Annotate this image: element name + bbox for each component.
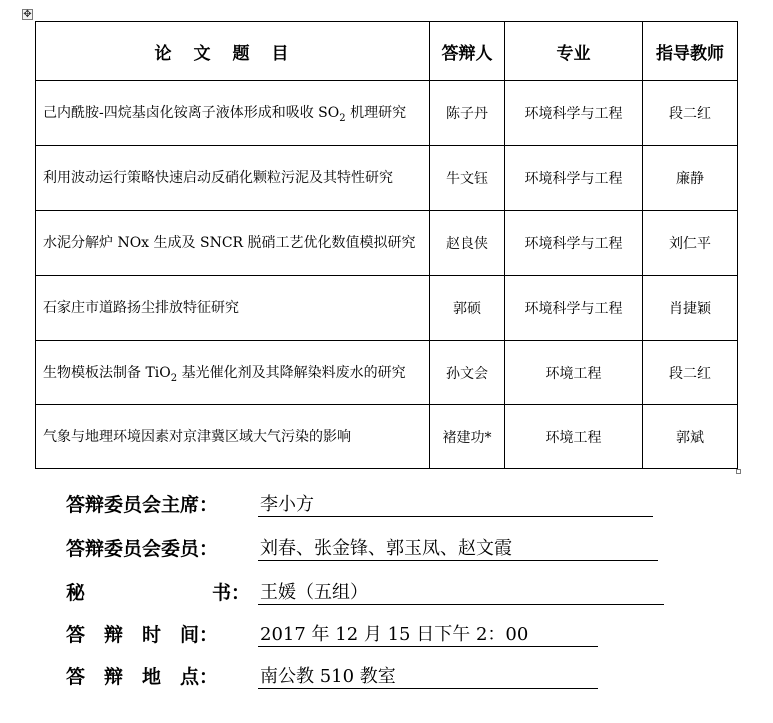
advisor-cell: 廉静: [643, 146, 738, 211]
thesis-title-text: 石家庄市道路扬尘排放特征研究: [43, 300, 239, 317]
thesis-title-cell: [36, 405, 430, 469]
table-row: [36, 81, 738, 146]
advisor-cell: 段二红: [643, 341, 738, 405]
table-row: [36, 276, 738, 341]
committee-members-label: 答辩委员会委员：: [66, 538, 219, 560]
thesis-title-cell: [36, 211, 430, 276]
defender-cell: 孙文会: [430, 341, 505, 405]
major-cell: 环境科学与工程: [505, 146, 643, 211]
advisor-cell: 刘仁平: [643, 211, 738, 276]
thesis-title-cell: [36, 341, 430, 405]
defender-cell: 郭硕: [430, 276, 505, 341]
defender-cell: 陈子丹: [430, 81, 505, 146]
defense-time-label: 答 辩 时 间：: [66, 624, 219, 646]
thesis-title-text: 生物模板法制备 TiO: [43, 364, 171, 381]
thesis-title-cell: [36, 276, 430, 341]
defender-cell: 褚建功*: [430, 405, 505, 469]
thesis-title-text: 气象与地理环境因素对京津冀区域大气污染的影响: [43, 428, 351, 445]
table-header-row: [36, 22, 738, 81]
header-defender: 答辩人: [430, 22, 505, 81]
major-cell: 环境科学与工程: [505, 211, 643, 276]
table-row: [36, 146, 738, 211]
thesis-defense-table: [35, 21, 738, 469]
major-cell: 环境工程: [505, 341, 643, 405]
committee-chair-value: 李小方: [258, 490, 653, 517]
advisor-cell: 郭斌: [643, 405, 738, 469]
table-resize-icon[interactable]: [736, 469, 741, 474]
defender-cell: 牛文钰: [430, 146, 505, 211]
major-cell: 环境科学与工程: [505, 81, 643, 146]
committee-members-line: [66, 534, 512, 561]
secretary-line: [66, 578, 368, 605]
header-thesis-title: [36, 22, 430, 81]
thesis-title-cell: [36, 81, 430, 146]
thesis-title-text-end: 基光催化剂及其降解染料废水的研究: [177, 364, 406, 381]
header-advisor: 指导教师: [643, 22, 738, 81]
thesis-title-text: 己内酰胺-四烷基卤化铵离子液体形成和吸收 SO: [43, 105, 340, 122]
major-cell: 环境科学与工程: [505, 276, 643, 341]
defense-place-label: 答 辩 地 点：: [66, 666, 219, 688]
advisor-cell: 段二红: [643, 81, 738, 146]
thesis-title-subscript: 2: [170, 372, 178, 384]
defense-time-line: [66, 620, 529, 647]
committee-chair-line: [66, 490, 314, 517]
header-thesis-title-text: 论文题目: [154, 43, 311, 64]
secretary-label-end: 书：: [212, 582, 251, 604]
thesis-title-text: 利用波动运行策略快速启动反硝化颗粒污泥及其特性研究: [43, 170, 393, 187]
thesis-title-text-end: 机理研究: [345, 105, 407, 122]
committee-chair-label: 答辩委员会主席：: [66, 494, 219, 516]
thesis-title-subscript: 2: [339, 112, 346, 124]
table-row: [36, 405, 738, 469]
advisor-cell: 肖捷颖: [643, 276, 738, 341]
defender-cell: 赵良侠: [430, 211, 505, 276]
defense-time-value: 2017 年 12 月 15 日下午 2：00: [258, 620, 598, 647]
secretary-label-start: 秘: [66, 582, 86, 604]
thesis-title-cell: [36, 146, 430, 211]
defense-place-line: [66, 662, 396, 689]
table-move-icon[interactable]: ✥: [23, 9, 32, 20]
table-row: [36, 211, 738, 276]
table-row: [36, 341, 738, 405]
header-major: 专业: [505, 22, 643, 81]
thesis-title-text: 水泥分解炉 NOx 生成及 SNCR 脱硝工艺优化数值模拟研究: [43, 235, 416, 252]
committee-members-value: 刘春、张金锋、郭玉凤、赵文霞: [258, 534, 658, 561]
defense-place-value: 南公教 510 教室: [258, 662, 598, 689]
major-cell: 环境工程: [505, 405, 643, 469]
secretary-value: 王媛（五组）: [258, 578, 664, 605]
